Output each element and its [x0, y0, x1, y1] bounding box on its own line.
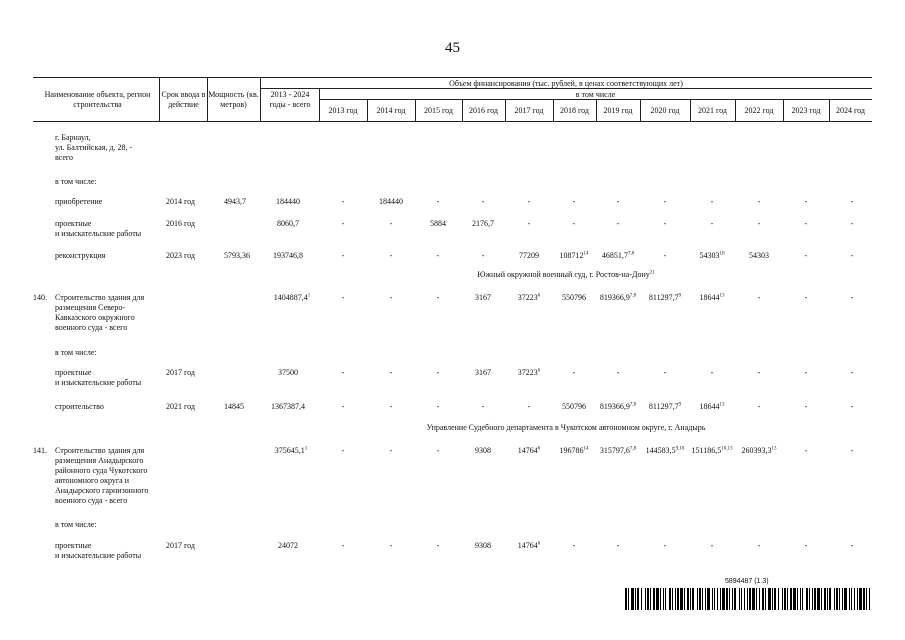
cell-2017: 37223$^6$: [517, 293, 541, 302]
cell-2015: -: [436, 197, 440, 206]
cell-2015: -: [436, 293, 440, 302]
cell-2022: 54303: [749, 251, 769, 260]
cell-2013: -: [341, 293, 345, 302]
cell-2014: -: [389, 368, 393, 377]
barcode: [625, 588, 873, 610]
cell-2022: -: [757, 402, 761, 411]
cell-2021: -: [710, 541, 714, 550]
header-total-col: 2013 - 2024 годы - всего: [269, 90, 311, 109]
row-name: Строительство здания для размещения Анадырского районного суда Чукотского автономного округа и Анадырского гарнизонного военного суда - всего: [55, 446, 149, 505]
cell-2016: -: [481, 197, 485, 206]
row-name: строительство: [55, 402, 104, 411]
row-term: 2016 год: [166, 219, 195, 228]
row-capacity: 14845: [224, 402, 244, 411]
cell-2021: -: [710, 219, 714, 228]
cell-2016: 2176,7: [472, 219, 494, 228]
cell-2013: -: [341, 368, 345, 377]
including-label: в том числе:: [55, 348, 97, 357]
cell-2023: -: [804, 251, 808, 260]
cell-2013: -: [341, 219, 345, 228]
year-2013-header: 2013 год: [328, 106, 358, 115]
cell-2013: -: [341, 251, 345, 260]
cell-2024: -: [850, 446, 854, 455]
header-term-col: Срок ввода в действие: [161, 90, 206, 109]
cell-2024: -: [850, 219, 854, 228]
cell-2023: -: [804, 219, 808, 228]
cell-2014: -: [389, 446, 393, 455]
row-total: 184440: [276, 197, 300, 206]
cell-2020: 811297,7$^9$: [648, 402, 682, 411]
cell-2013: -: [341, 197, 345, 206]
cell-2020: -: [663, 197, 667, 206]
cell-2018: 550796: [562, 402, 586, 411]
cell-2024: -: [850, 197, 854, 206]
year-2022-header: 2022 год: [744, 106, 774, 115]
row-total: 375645,1$^1$: [274, 446, 308, 455]
row-name: проектные и изыскательские работы: [55, 541, 142, 560]
cell-2024: -: [850, 251, 854, 260]
cell-2015: -: [436, 541, 440, 550]
section-heading: Южный окружной военный суд, г. Ростов-на-Дону$^{21}$: [477, 270, 655, 279]
cell-2024: -: [850, 368, 854, 377]
header-financing-title: Объем финансирования (тыс. рублей, в ценах соответствующих лет): [449, 79, 683, 88]
cell-2018: -: [572, 541, 576, 550]
cell-2017: 14764$^6$: [517, 446, 541, 455]
row-total: 193746,8: [273, 251, 303, 260]
year-2015-header: 2015 год: [424, 106, 453, 115]
cell-2018: 196786$^{14}$: [559, 446, 589, 455]
cell-2023: -: [804, 197, 808, 206]
cell-2016: 3167: [475, 293, 491, 302]
object-name: г. Барнаул, ул. Балтийская, д. 28, - всего: [55, 133, 133, 162]
year-2020-header: 2020 год: [650, 106, 680, 115]
cell-2020: 811297,7$^9$: [648, 293, 682, 302]
year-2024-header: 2024 год: [836, 106, 865, 115]
cell-2017: -: [527, 219, 531, 228]
cell-2016: 3167: [475, 368, 491, 377]
cell-2019: -: [616, 197, 620, 206]
cell-2020: -: [663, 541, 667, 550]
year-2017-header: 2017 год: [514, 106, 544, 115]
cell-2017: 77209: [519, 251, 539, 260]
year-2021-header: 2021 год: [698, 106, 727, 115]
cell-2014: -: [389, 219, 393, 228]
section-heading: Управление Судебного департамента в Чукотском автономном округе, г. Анадырь: [426, 423, 706, 432]
barcode-label: 5894487 (1.3): [725, 578, 769, 585]
cell-2018: -: [572, 219, 576, 228]
cell-2019: -: [616, 219, 620, 228]
cell-2014: -: [389, 541, 393, 550]
cell-2022: -: [757, 219, 761, 228]
year-2023-header: 2023 год: [791, 106, 821, 115]
cell-2020: -: [663, 368, 667, 377]
year-2014-header: 2014 год: [376, 106, 406, 115]
cell-2023: -: [804, 446, 808, 455]
year-2018-header: 2018 год: [560, 106, 589, 115]
cell-2024: -: [850, 402, 854, 411]
header-capacity-col: Мощность (кв. метров): [208, 90, 259, 109]
cell-2015: 5884: [430, 219, 446, 228]
row-total: 1404887,4$^1$: [273, 293, 311, 302]
cell-2022: -: [757, 541, 761, 550]
cell-2024: -: [850, 293, 854, 302]
row-name: проектные и изыскательские работы: [55, 219, 142, 238]
cell-2013: -: [341, 402, 345, 411]
cell-2017: -: [527, 197, 531, 206]
including-label: в том числе:: [55, 520, 97, 529]
cell-2017: 37223$^6$: [517, 368, 541, 377]
cell-2016: -: [481, 402, 485, 411]
cell-2021: -: [710, 368, 714, 377]
year-2019-header: 2019 год: [603, 106, 633, 115]
cell-2020: -: [663, 251, 667, 260]
including-label: в том числе:: [55, 177, 97, 186]
cell-2014: -: [389, 251, 393, 260]
row-name: приобретение: [55, 197, 103, 206]
cell-2023: -: [804, 293, 808, 302]
cell-2024: -: [850, 541, 854, 550]
row-name: проектные и изыскательские работы: [55, 368, 142, 387]
cell-2019: -: [616, 541, 620, 550]
cell-2016: 9308: [475, 541, 491, 550]
row-total: 37500: [278, 368, 298, 377]
row-term: 2021 год: [166, 402, 195, 411]
cell-2014: 184440: [379, 197, 403, 206]
row-capacity: 5793,36: [224, 251, 250, 260]
cell-2021: -: [710, 197, 714, 206]
cell-2015: -: [436, 368, 440, 377]
row-term: 2017 год: [166, 541, 195, 550]
cell-2022: -: [757, 293, 761, 302]
header-bottom-border: [33, 121, 872, 122]
row-name: реконструкция: [55, 251, 106, 260]
cell-2018: -: [572, 368, 576, 377]
cell-2020: 144583,5$^{9,10}$: [645, 446, 685, 455]
cell-2015: -: [436, 402, 440, 411]
cell-2015: -: [436, 251, 440, 260]
cell-2013: -: [341, 541, 345, 550]
row-total: 8060,7: [277, 219, 299, 228]
cell-2019: -: [616, 368, 620, 377]
row-number: 140.: [33, 293, 47, 302]
cell-2022: -: [757, 368, 761, 377]
cell-2022: 260393,3$^{13}$: [741, 446, 777, 455]
cell-2021: 151186,5$^{10,13}$: [691, 446, 733, 455]
cell-2021: 18644$^{13}$: [699, 293, 725, 302]
cell-2016: 9308: [475, 446, 491, 455]
row-term: 2017 год: [166, 368, 195, 377]
cell-2022: -: [757, 197, 761, 206]
row-term: 2014 год: [166, 197, 195, 206]
cell-2013: -: [341, 446, 345, 455]
row-total: 1367387,4: [271, 402, 305, 411]
cell-2016: -: [481, 251, 485, 260]
cell-2017: -: [527, 402, 531, 411]
cell-2020: -: [663, 219, 667, 228]
barcode-bar: [870, 588, 871, 610]
row-term: 2023 год: [166, 251, 195, 260]
cell-2019: 46851,7$^{7,8}$: [601, 251, 635, 260]
cell-2019: 315797,6$^{7,8}$: [599, 446, 637, 455]
header-including: в том числе: [575, 90, 616, 99]
cell-2023: -: [804, 402, 808, 411]
row-total: 24072: [278, 541, 298, 550]
cell-2014: -: [389, 402, 393, 411]
header-name-col: Наименование объекта, регион строительства: [44, 90, 151, 109]
cell-2014: -: [389, 293, 393, 302]
cell-2021: 54303$^{10}$: [699, 251, 725, 260]
row-number: 141.: [33, 446, 47, 455]
cell-2023: -: [804, 541, 808, 550]
cell-2018: 108712$^{14}$: [559, 251, 589, 260]
cell-2023: -: [804, 368, 808, 377]
cell-2015: -: [436, 446, 440, 455]
cell-2018: 550796: [562, 293, 586, 302]
cell-2019: 819366,9$^{7,8}$: [599, 293, 637, 302]
cell-2019: 819366,9$^{7,8}$: [599, 402, 637, 411]
year-2016-header: 2016 год: [469, 106, 498, 115]
row-name: Строительство здания для размещения Северо- Кавказского окружного военного суда - всего: [55, 293, 145, 332]
cell-2021: 18644$^{13}$: [699, 402, 725, 411]
page-number: 45: [445, 40, 460, 56]
cell-2017: 14764$^6$: [517, 541, 541, 550]
cell-2018: -: [572, 197, 576, 206]
row-capacity: 4943,7: [224, 197, 246, 206]
